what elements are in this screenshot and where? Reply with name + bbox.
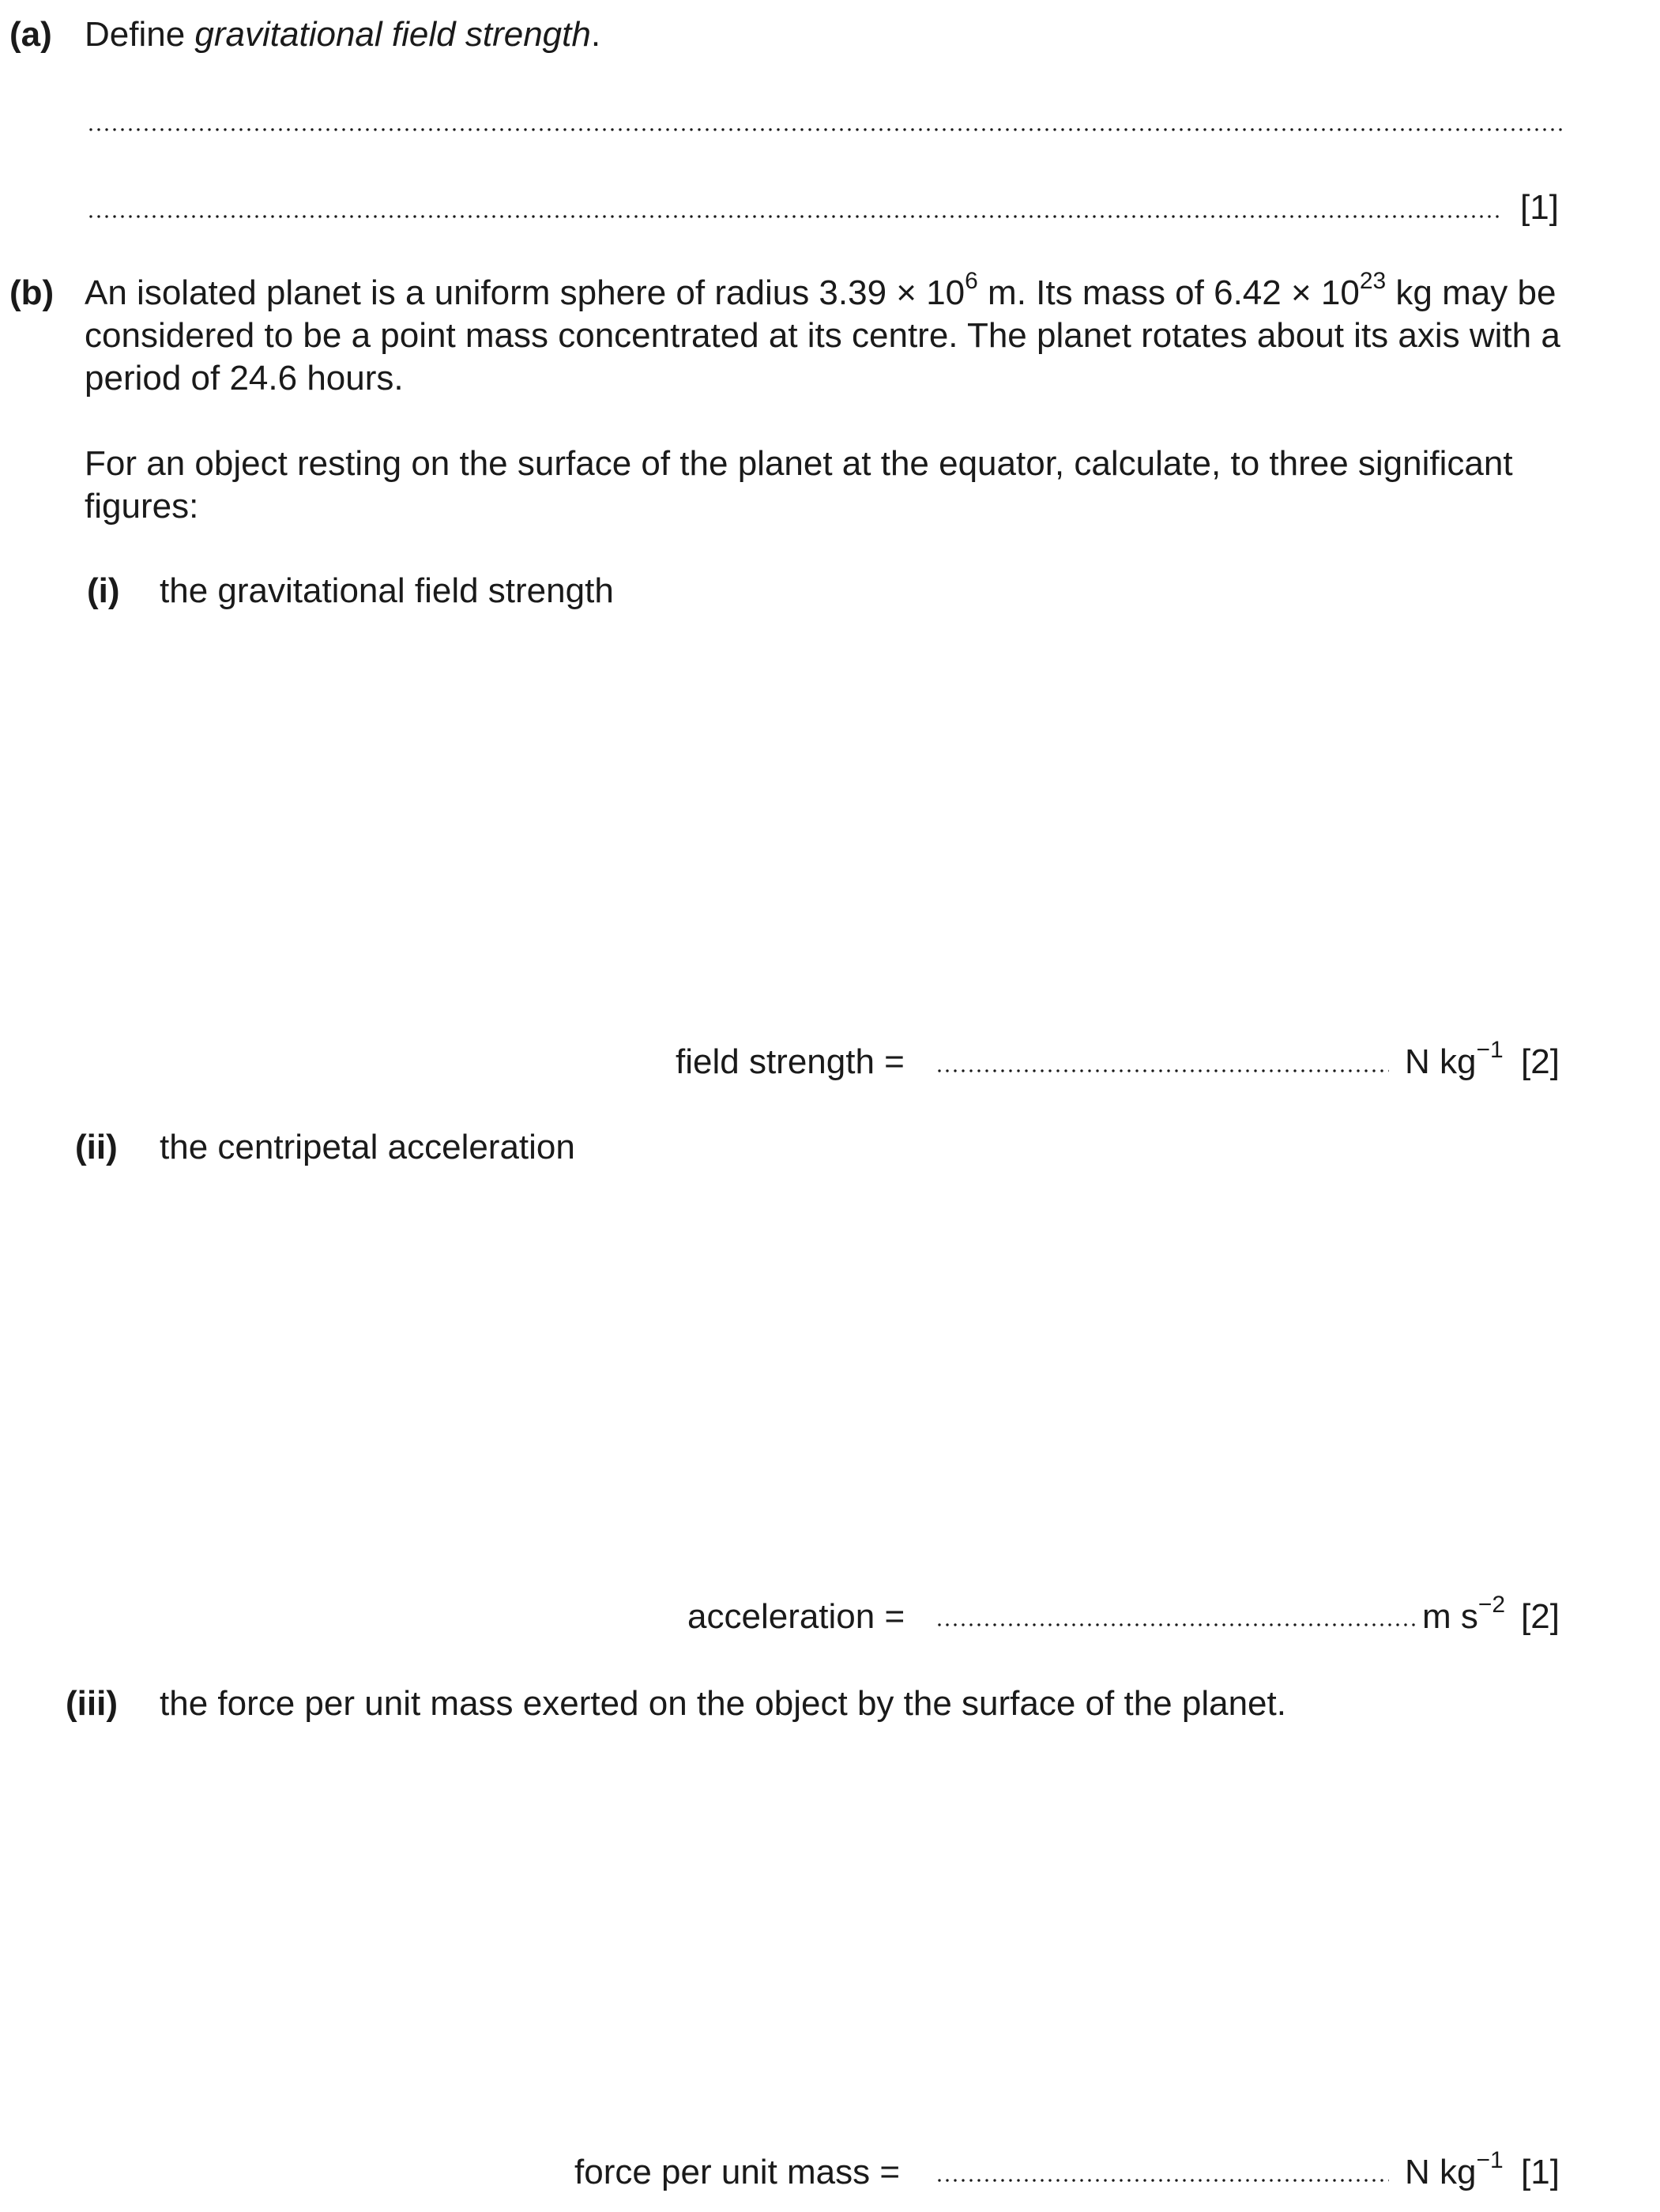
sub-ii-marks: [2]: [1521, 1597, 1560, 1636]
force-per-unit-mass-label: force per unit mass =: [574, 2153, 901, 2191]
force-per-unit-mass-answer-line[interactable]: [935, 2179, 1389, 2182]
field-strength-unit-base: N kg: [1405, 1042, 1477, 1081]
part-b-label: (b): [9, 273, 55, 312]
part-b-intro-exp-2: 23: [1359, 268, 1387, 295]
field-strength-unit-exp: −1: [1476, 1037, 1504, 1064]
part-a-term: gravitational field strength: [194, 15, 591, 54]
part-a-question: [85, 13, 600, 56]
acceleration-label: acceleration =: [687, 1597, 905, 1636]
part-b-instruction: For an object resting on the surface of the planet at the equator, calculate, to three significant figures:: [85, 444, 1513, 526]
part-a-marks: [1]: [1520, 188, 1559, 227]
part-b-intro: [85, 268, 1570, 400]
part-b-intro-1: An isolated planet is a uniform sphere of radius 3.39 × 10: [85, 273, 966, 312]
answer-line-a1[interactable]: [87, 128, 1564, 131]
part-a-suffix: .: [590, 15, 601, 54]
field-strength-answer-line[interactable]: [935, 1069, 1389, 1072]
sub-ii-label: (ii): [75, 1128, 118, 1166]
part-b-intro-3: kg may be considered to be a point mass concentrated at its centre. The planet rotates about its axis with a period of 24.6 hours.: [85, 273, 1560, 398]
acceleration-unit: [1422, 1592, 1506, 1638]
part-a-prefix: Define: [85, 15, 195, 54]
acceleration-answer-line[interactable]: [935, 1623, 1416, 1626]
force-per-unit-mass-unit-exp: −1: [1476, 2147, 1504, 2174]
acceleration-unit-base: m s: [1422, 1597, 1478, 1636]
part-b-intro-exp-1: 6: [965, 268, 978, 295]
sub-i-label: (i): [87, 571, 120, 610]
part-b-intro-2: m. Its mass of 6.42 × 10: [977, 273, 1360, 312]
sub-iii-label: (iii): [66, 1684, 118, 1723]
part-a-label: (a): [9, 15, 52, 54]
answer-line-a2[interactable]: [87, 215, 1501, 218]
field-strength-unit: [1405, 1037, 1504, 1083]
field-strength-label: field strength =: [676, 1042, 905, 1081]
sub-i-text: the gravitational field strength: [160, 571, 614, 610]
sub-iii-marks: [1]: [1521, 2153, 1560, 2191]
acceleration-unit-exp: −2: [1477, 1592, 1506, 1618]
force-per-unit-mass-unit-base: N kg: [1405, 2153, 1477, 2191]
sub-iii-text: the force per unit mass exerted on the object by the surface of the planet.: [160, 1684, 1286, 1723]
force-per-unit-mass-unit: [1405, 2147, 1504, 2194]
sub-ii-text: the centripetal acceleration: [160, 1128, 575, 1166]
sub-i-marks: [2]: [1521, 1042, 1560, 1081]
